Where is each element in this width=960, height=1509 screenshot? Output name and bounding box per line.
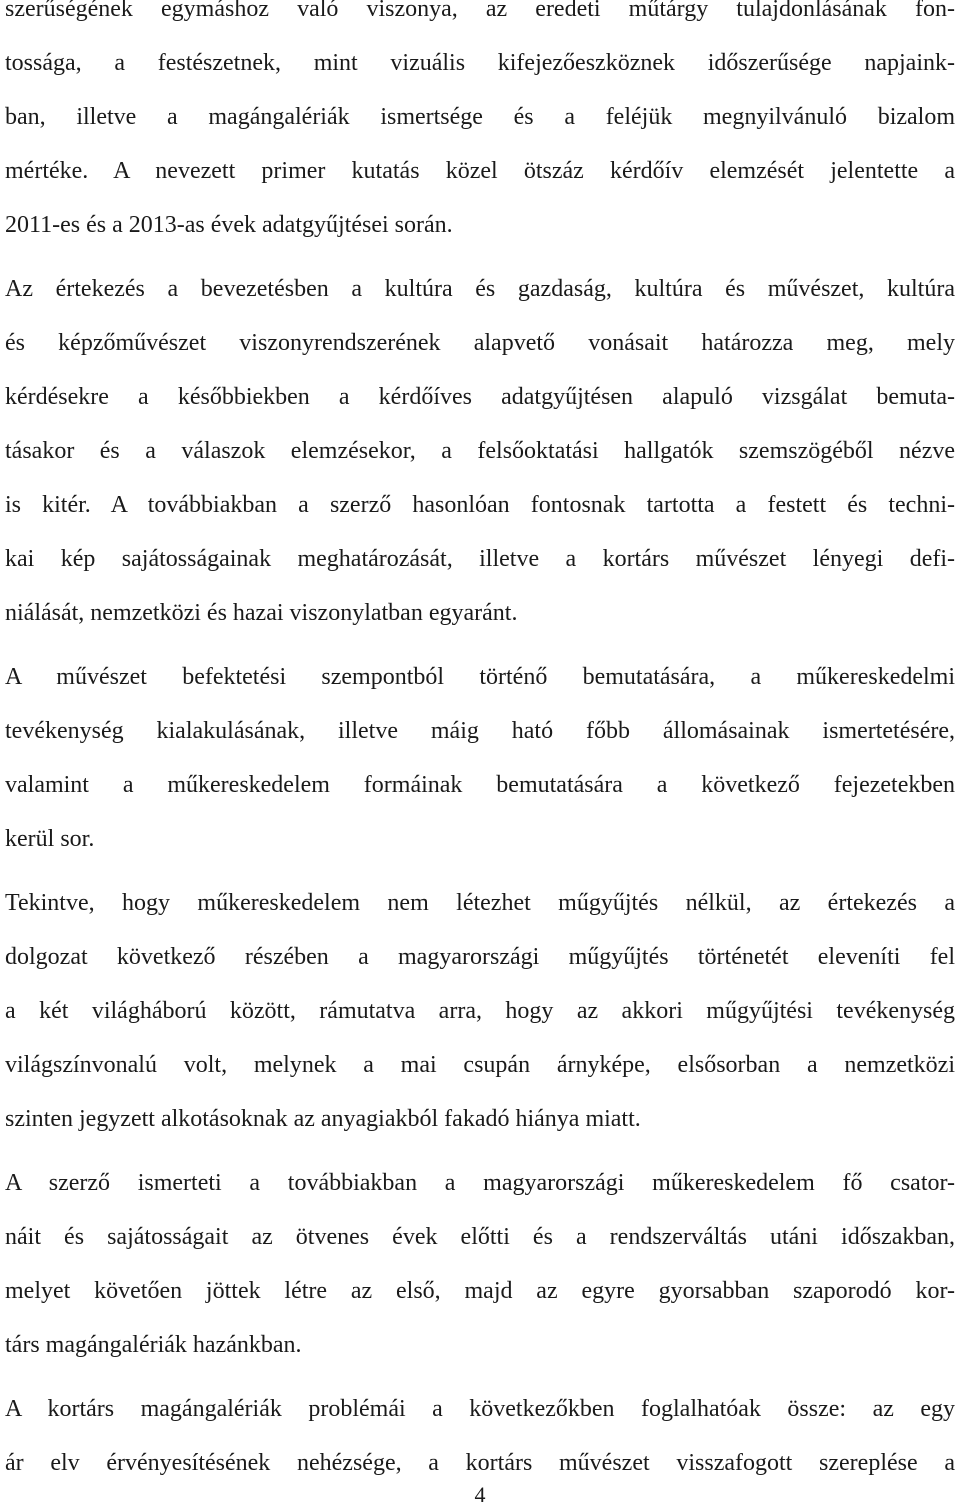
text-line: kérdésekre a későbbiekben a kérdőíves adatgyűjtésen alapuló vizsgálat bemuta- bbox=[5, 384, 955, 410]
text-line: kai kép sajátosságainak meghatározását, illetve a kortárs művészet lényegi defi- bbox=[5, 546, 955, 572]
page-number: 4 bbox=[474, 1482, 486, 1507]
paragraph-4 bbox=[5, 876, 955, 1146]
text-line: melyet követően jöttek létre az első, majd az egyre gyorsabban szaporodó kor- bbox=[5, 1278, 955, 1304]
text-line: ban, illetve a magángalériák ismertsége és a feléjük megnyilvánuló bizalom bbox=[5, 104, 955, 130]
text-line: A kortárs magángalériák problémái a következőkben foglalhatóak össze: az egy bbox=[5, 1396, 955, 1422]
text-line: A szerző ismerteti a továbbiakban a magyarországi műkereskedelem fő csator- bbox=[5, 1170, 955, 1196]
paragraph-2 bbox=[5, 262, 955, 640]
text-line: 2011-es és a 2013-as évek adatgyűjtései során. bbox=[5, 212, 453, 238]
text-line: ár elv érvényesítésének nehézsége, a kortárs művészet visszafogott szereplése a bbox=[5, 1450, 955, 1476]
paragraph-6 bbox=[5, 1382, 955, 1490]
text-line: szinten jegyzett alkotásoknak az anyagiakból fakadó hiánya miatt. bbox=[5, 1106, 641, 1132]
text-line: is kitér. A továbbiakban a szerző hasonlóan fontosnak tartotta a festett és techni- bbox=[5, 492, 955, 518]
text-line: valamint a műkereskedelem formáinak bemutatására a következő fejezetekben bbox=[5, 772, 955, 798]
text-line: Az értekezés a bevezetésben a kultúra és gazdaság, kultúra és művészet, kultúra bbox=[5, 276, 955, 302]
text-line: világszínvonalú volt, melynek a mai csupán árnyképe, elsősorban a nemzetközi bbox=[5, 1052, 955, 1078]
text-line: a két világháború között, rámutatva arra, hogy az akkori műgyűjtési tevékenység bbox=[5, 998, 955, 1024]
text-line: tásakor és a válaszok elemzésekor, a felsőoktatási hallgatók szemszögéből nézve bbox=[5, 438, 955, 464]
text-line: és képzőművészet viszonyrendszerének alapvető vonásait határozza meg, mely bbox=[5, 330, 955, 356]
paragraph-5 bbox=[5, 1156, 955, 1372]
text-line: társ magángalériák hazánkban. bbox=[5, 1332, 302, 1358]
text-line: dolgozat következő részében a magyarországi műgyűjtés történetét eleveníti fel bbox=[5, 944, 955, 970]
text-line: A művészet befektetési szempontból történő bemutatására, a műkereskedelmi bbox=[5, 664, 955, 690]
paragraph-3 bbox=[5, 650, 955, 866]
text-line: mértéke. A nevezett primer kutatás közel ötszáz kérdőív elemzését jelentette a bbox=[5, 158, 955, 184]
paragraph-1 bbox=[5, 0, 955, 252]
text-line: tevékenység kialakulásának, illetve máig ható főbb állomásainak ismertetésére, bbox=[5, 718, 955, 744]
text-line: niálását, nemzetközi és hazai viszonylatban egyaránt. bbox=[5, 600, 518, 626]
text-line: tossága, a festészetnek, mint vizuális kifejezőeszköznek időszerűsége napjaink- bbox=[5, 50, 955, 76]
text-line: náit és sajátosságait az ötvenes évek előtti és a rendszerváltás utáni időszakban, bbox=[5, 1224, 955, 1250]
document-page bbox=[5, 0, 955, 1500]
text-line: kerül sor. bbox=[5, 826, 95, 852]
text-line: szerűségének egymáshoz való viszonya, az eredeti műtárgy tulajdonlásának fon- bbox=[5, 0, 955, 22]
text-line: Tekintve, hogy műkereskedelem nem létezhet műgyűjtés nélkül, az értekezés a bbox=[5, 890, 955, 916]
